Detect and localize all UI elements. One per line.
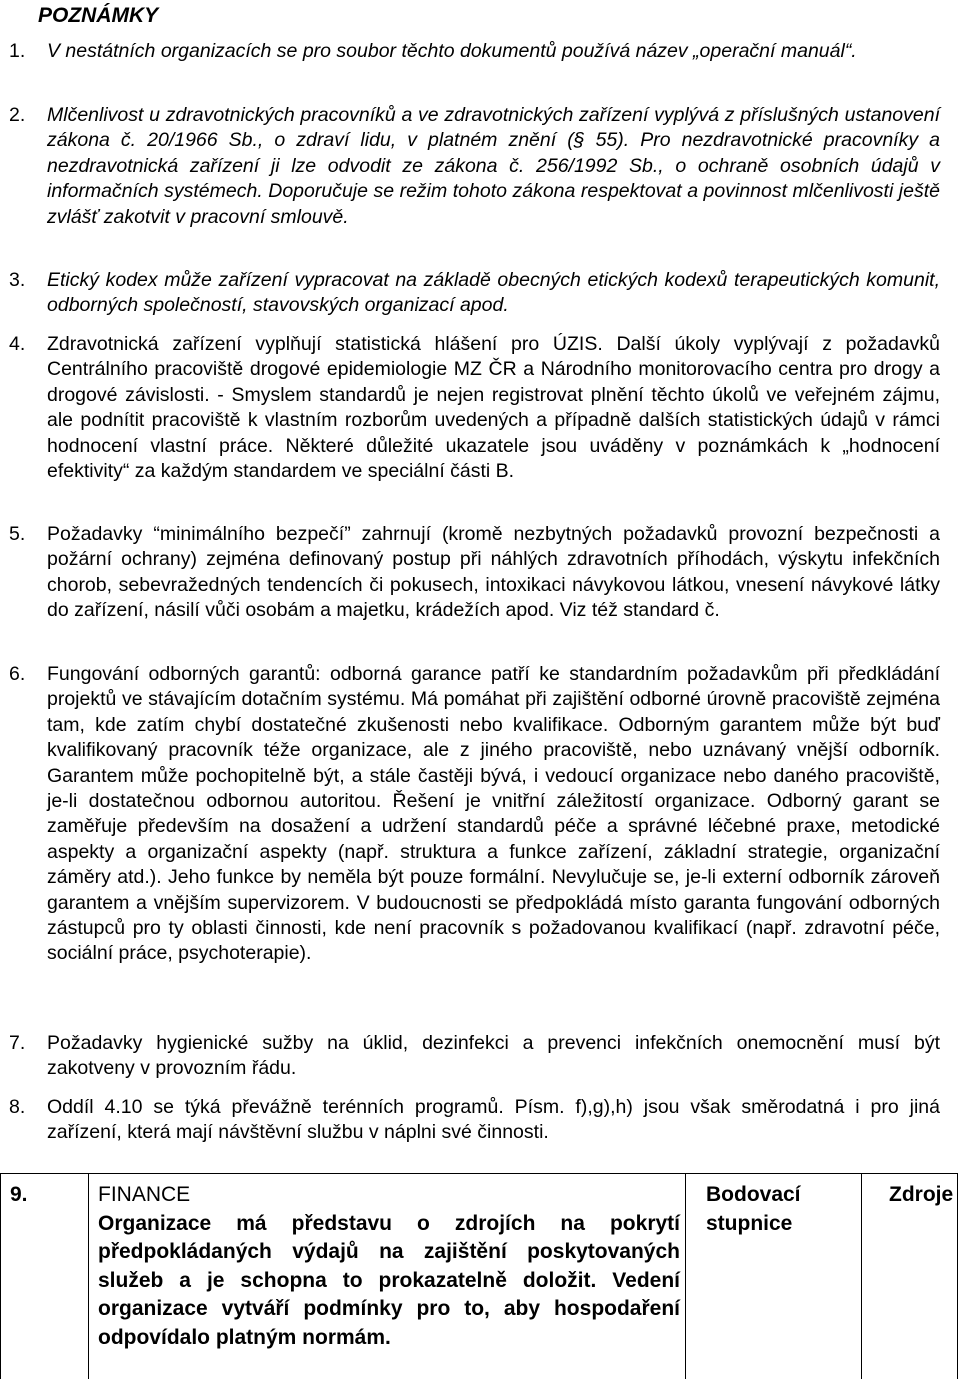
note-number: 1. <box>9 40 26 62</box>
section-number-cell <box>1 1174 89 1379</box>
section-title: FINANCE <box>98 1183 191 1206</box>
score-scale-header: Bodovací stupnice <box>686 1174 862 1379</box>
section-text: Organizace má představu o zdrojích na pokrytí předpokládaných výdajů na zajištění poskytovaných služeb a je schopna to prokazatelně doložit. Vedení organizace vytváří podmínky pro to, aby hospodaření odpovídalo platným normám. <box>98 1211 680 1349</box>
note-text: Zdravotnická zařízení vyplňují statistická hlášení pro ÚZIS. Další úkoly vyplývají z požadavků Centrálního pracoviště drogové epidemiologie MZ ČR a Národního monitorovacího centra pro drogy a drogové závislosti. - Smyslem standardů je nejen registrovat plnění těchto úkolů ve veřejném zájmu, ale podnítit pracoviště k vlastním rozborům uvedených a případně dalších statistických údajů v rámci hodnocení vlastní práce. Některé důležité ukazatele jsou uváděny v poznámkách k „hodnocení efektivity“ za každým standardem ve speciální části B. <box>47 333 940 483</box>
note-number: 8. <box>9 1096 26 1118</box>
note-text: Oddíl 4.10 se týká převážně terénních programů. Písm. f),g),h) jsou však směrodatná i pro jiná zařízení, která mají návštěvní službu v náplni své činnosti. <box>47 1096 940 1144</box>
notes-heading: POZNÁMKY <box>38 4 159 27</box>
note-text: V nestátních organizacích se pro soubor těchto dokumentů používá název „operační manuál“. <box>47 40 857 62</box>
note-text: Fungování odborných garantů: odborná garance patří ke standardním požadavkům při předkládání projektů ve stávajícím dotačním systému. Má pomáhat při zajištění odborné úrovně pracoviště zejména tam, kde zatím chybí dostatečné zkušenosti nebo kvalifikace. Odborným garantem může být buď kvalifikovaný pracovník téže organizace, ale z jiného pracoviště, nebo uznávaný vnější odborník. Garantem může pochopitelně být, a stále častěji bývá, i vedoucí organizace nebo daného pracoviště, je-li dostatečnou odbornou autoritou. Řešení je vnitřní záležitostí organizace. Odborný garant se zaměřuje především na dosažení a udržení standardů péče a správné léčebné praxe, metodické aspekty a organizační aspekty (např. struktura a funkce zařízení, základní strategie, organizační záměry atd.). Jeho funkce by neměla být pouze formální. Nevylučuje se, je-li externí odborník zároveň garantem a vnějším supervizorem. V budoucnosti se předpokládá místo garanta fungování odborných zástupců pro ty oblasti činnosti, kde není pracovník s požadovanou kvalifikací (např. zdravotní péče, sociální práce, psychoterapie). <box>47 663 940 965</box>
table-row <box>1 1174 958 1379</box>
finance-table <box>0 1173 958 1379</box>
section-number: 9. <box>10 1183 28 1206</box>
note-number: 4. <box>9 333 26 355</box>
note-number: 3. <box>9 269 26 291</box>
note-text: Mlčenlivost u zdravotnických pracovníků a ve zdravotnických zařízení vyplývá z příslušných ustanovení zákona č. 20/1966 Sb., o zdraví lidu, v platném znění (§ 55). Pro nezdravotnické pracovníky a nezdravotnická zařízení ji lze odvodit ze zákona č. 256/1992 Sb., o ochraně osobních údajů v informačních systémech. Doporučuje se režim tohoto zákona respektovat a povinnost mlčenlivosti ještě zvlášť zakotvit v pracovní smlouvě. <box>47 104 940 228</box>
note-number: 2. <box>9 104 26 126</box>
note-text: Požadavky hygienické sužby na úklid, dezinfekci a prevenci infekčních onemocnění musí být zakotveny v provozním řádu. <box>47 1032 940 1080</box>
note-number: 6. <box>9 663 26 685</box>
note-number: 7. <box>9 1032 26 1054</box>
note-text: Požadavky “minimálního bezpečí” zahrnují (kromě nezbytných požadavků provozní bezpečnosti a požární ochrany) zejména definovaný postup při náhlých zdravotních příhodách, výskytu infekčních chorob, sebevražedných tendencích či pokusech, intoxikaci návykovou látkou, vnesení návykové látky do zařízení, násilí vůči osobám a majetku, krádežích apod. Viz též standard č. <box>47 523 940 622</box>
note-text: Etický kodex může zařízení vypracovat na základě obecných etických kodexů terapeutických komunit, odborných společností, stavovských organizací apod. <box>47 269 940 317</box>
sources-header: Zdroje <box>862 1174 958 1379</box>
note-number: 5. <box>9 523 26 545</box>
section-description-cell <box>89 1174 686 1379</box>
